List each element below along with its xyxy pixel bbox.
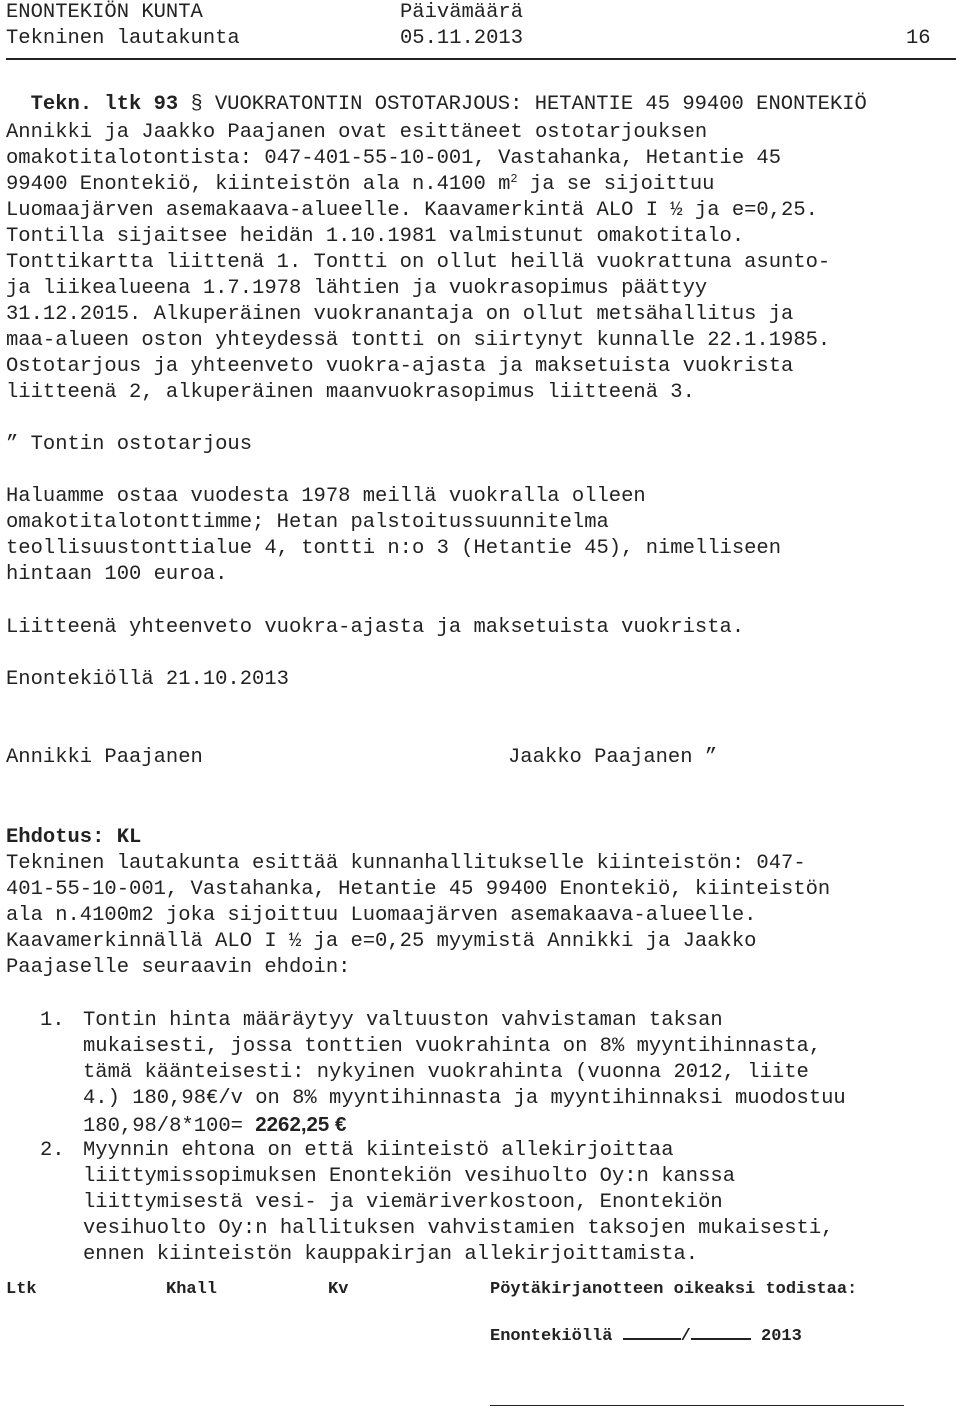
proposal-line: Tekninen lautakunta esittää kunnanhallitukselle kiinteistön: 047- xyxy=(6,852,806,875)
footer-certify: Pöytäkirjanotteen oikeaksi todistaa: xyxy=(490,1280,858,1299)
footer-ltk: Ltk xyxy=(6,1280,37,1299)
intro-line: Ostotarjous ja yhteenveto vuokra-ajasta ja maksetuista vuokrista xyxy=(6,355,794,378)
offer-signer-1: Annikki Paajanen xyxy=(6,746,203,769)
condition-line: mukaisesti, jossa tonttien vuokrahinta on 8% myyntihinnasta, xyxy=(83,1035,822,1058)
intro-line-text: 99400 Enontekiö, kiinteistön ala n.4100 m xyxy=(6,173,511,196)
section-sign-icon: § xyxy=(190,93,203,116)
meeting-date: 05.11.2013 xyxy=(400,27,524,50)
condition-line: 4.) 180,98€/v on 8% myyntihinnasta ja myyntihinnaksi muodostuu xyxy=(83,1087,846,1110)
footer-slash: / xyxy=(680,1327,691,1346)
offer-line: hintaan 100 euroa. xyxy=(6,563,228,586)
condition-line: Myynnin ehtona on että kiinteistö allekirjoittaa xyxy=(83,1139,674,1162)
footer-khall: Khall xyxy=(166,1280,218,1299)
intro-line: Annikki ja Jaakko Paajanen ovat esittäneet ostotarjouksen xyxy=(6,121,708,144)
page-number: 16 xyxy=(906,27,931,50)
proposal-line: ala n.4100m2 joka sijoittuu Luomaajärven asemakaava-alueelle. xyxy=(6,904,757,927)
intro-line-text: Alkuperäinen vuokranantaja on ollut metsähallitus ja xyxy=(141,303,794,326)
condition-line: Tontin hinta määräytyy valtuuston vahvistaman taksan xyxy=(83,1009,723,1032)
price-total: 2262,25 € xyxy=(255,1113,347,1136)
section-title-pre: Tekn. ltk 93 xyxy=(30,93,191,116)
offer-line: Haluamme ostaa vuodesta 1978 meillä vuokralla olleen xyxy=(6,485,646,508)
proposal-line: 401-55-10-001, Vastahanka, Hetantie 45 99400 Enontekiö, kiinteistön xyxy=(6,878,831,901)
intro-line: Luomaajärven asemakaava-alueelle. Kaavamerkintä ALO I ½ ja e=0,25. xyxy=(6,199,818,222)
day-blank xyxy=(623,1320,681,1340)
intro-line: Tonttikartta liittenä 1. Tontti on ollut heillä vuokrattuna asunto- xyxy=(6,251,831,274)
footer-place: Enontekiöllä xyxy=(490,1327,613,1346)
condition-line: liittymisestä vesi- ja viemäriverkostoon, Enontekiön xyxy=(83,1191,723,1214)
date-label: Päivämäärä xyxy=(400,1,524,24)
offer-place-date: Enontekiöllä 21.10.2013 xyxy=(6,668,289,691)
month-blank xyxy=(691,1320,751,1340)
signature-line xyxy=(490,1405,904,1406)
intro-line: omakotitalotontista: 047-401-55-10-001, Vastahanka, Hetantie 45 xyxy=(6,147,782,170)
square-superscript: 2 xyxy=(510,172,518,186)
proposal-line: Paajaselle seuraavin ehdoin: xyxy=(6,956,351,979)
board-name: Tekninen lautakunta xyxy=(6,27,240,50)
footer-date-line xyxy=(490,1320,802,1350)
proposal-line: Kaavamerkinnällä ALO I ½ ja e=0,25 myymistä Annikki ja Jaakko xyxy=(6,930,757,953)
intro-line xyxy=(6,172,714,198)
proposal-label: Ehdotus: KL xyxy=(6,826,142,849)
footer-year: 2013 xyxy=(761,1327,802,1346)
intro-line: maa-alueen oston yhteydessä tontti on siirtynyt kunnalle 22.1.1985. xyxy=(6,329,831,352)
condition-line: tämä käänteisesti: nykyinen vuokrahinta (vuonna 2012, liite xyxy=(83,1061,809,1084)
condition-number: 2. xyxy=(40,1139,65,1162)
municipality-name: ENONTEKIÖN KUNTA xyxy=(6,1,203,24)
condition-line: vesihuolto Oy:n hallituksen vahvistamien taksojen mukaisesti, xyxy=(83,1217,834,1240)
header-divider xyxy=(6,58,956,60)
section-title-post: VUOKRATONTIN OSTOTARJOUS: HETANTIE 45 99400 ENONTEKIÖ xyxy=(202,93,867,116)
condition-line xyxy=(83,1112,346,1140)
offer-signer-2: Jaakko Paajanen ” xyxy=(508,746,718,769)
intro-line-tail: ja se sijoittuu xyxy=(517,173,715,196)
section-title xyxy=(6,66,867,118)
price-formula: 180,98/8*100= xyxy=(83,1115,256,1138)
condition-number: 1. xyxy=(40,1009,65,1032)
intro-line xyxy=(6,302,793,328)
intro-line: Tontilla sijaitsee heidän 1.10.1981 valmistunut omakotitalo. xyxy=(6,225,745,248)
offer-line: teollisuustonttialue 4, tontti n:o 3 (Hetantie 45), nimelliseen xyxy=(6,537,782,560)
condition-line: liittymissopimuksen Enontekiön vesihuolto Oy:n kanssa xyxy=(83,1165,736,1188)
intro-line: ja liikealueena 1.7.1978 lähtien ja vuokrasopimus päättyy xyxy=(6,277,708,300)
intro-date: 31.12.2015. xyxy=(6,303,142,326)
footer-kv: Kv xyxy=(328,1280,349,1299)
intro-line: liitteenä 2, alkuperäinen maanvuokrasopimus liitteenä 3. xyxy=(6,381,695,404)
offer-line: omakotitalotonttimme; Hetan palstoitussuunnitelma xyxy=(6,511,609,534)
condition-line: ennen kiinteistön kauppakirjan allekirjoittamista. xyxy=(83,1243,699,1266)
offer-heading: ” Tontin ostotarjous xyxy=(6,433,253,456)
offer-attachment: Liitteenä yhteenveto vuokra-ajasta ja maksetuista vuokrista. xyxy=(6,616,745,639)
